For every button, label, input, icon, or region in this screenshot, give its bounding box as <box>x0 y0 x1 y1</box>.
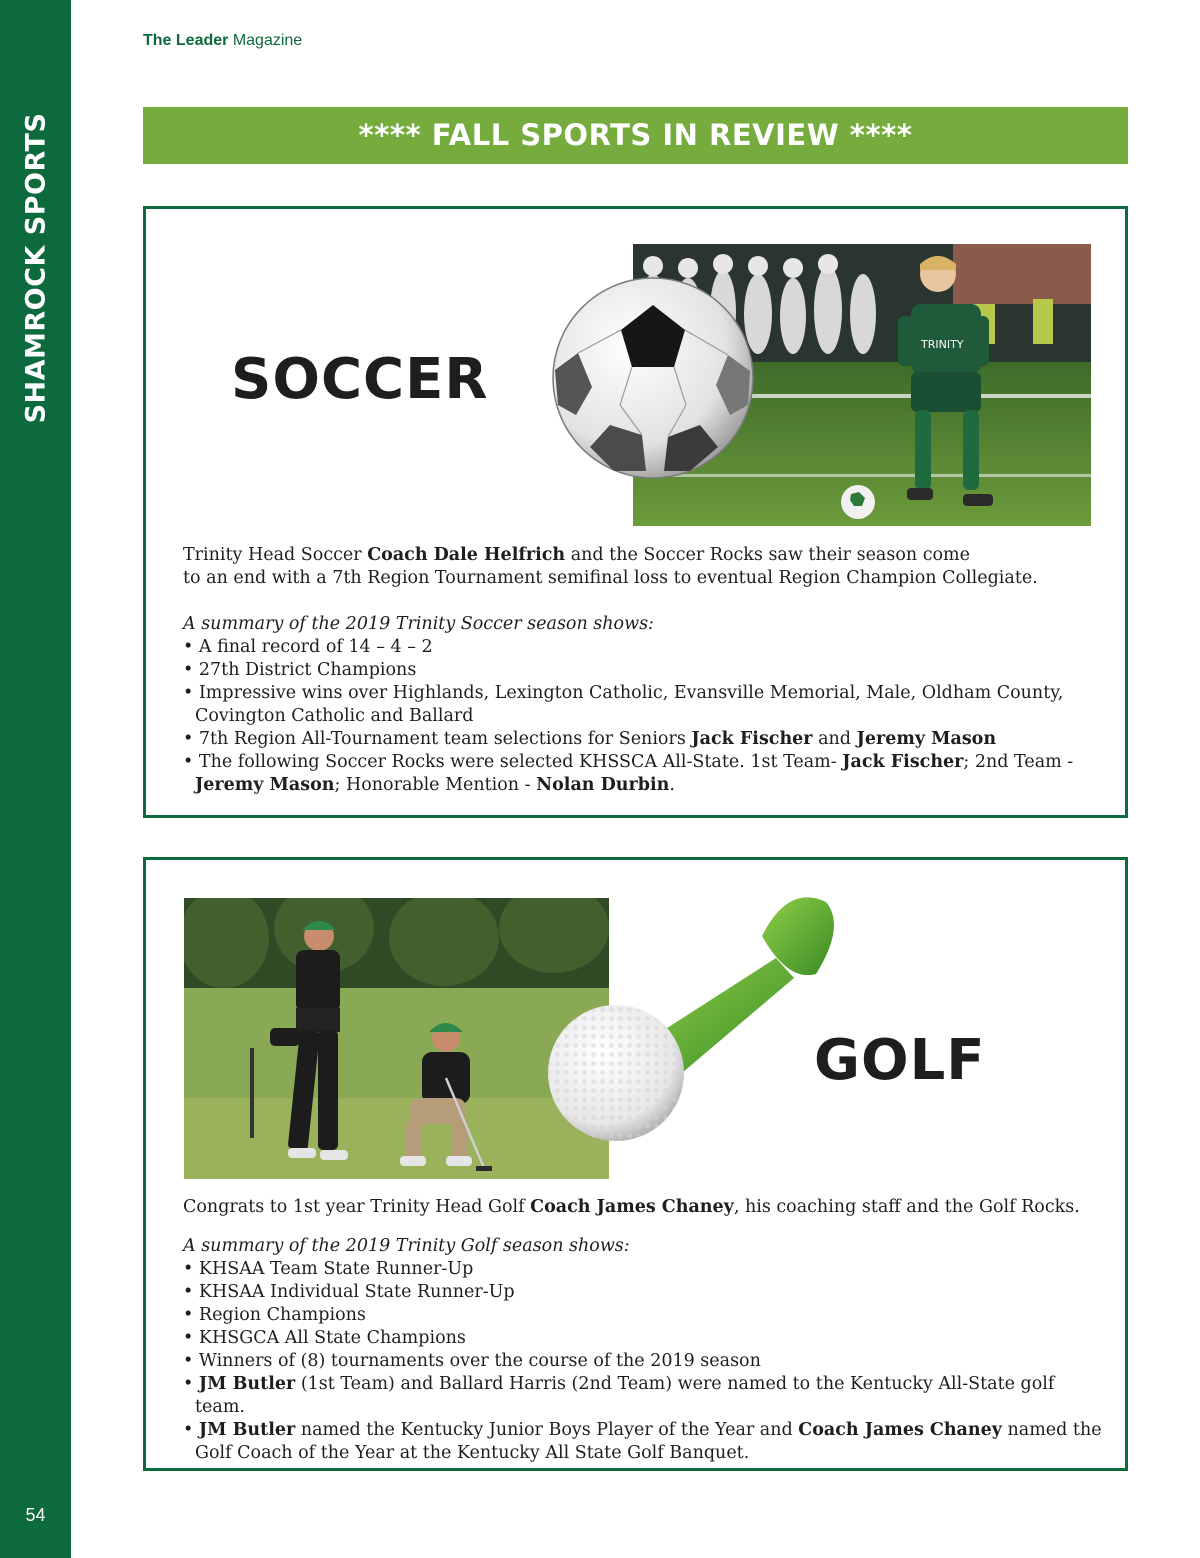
golf-intro <box>183 1196 1103 1219</box>
golf-summary-list <box>183 1258 1103 1465</box>
list-item <box>183 1419 1103 1465</box>
soccer-summary-list <box>183 636 1103 797</box>
list-item <box>183 1373 1103 1419</box>
golf-intro-post: , his coaching staff and the Golf Rocks. <box>733 1197 1080 1217</box>
golf-summary-heading: A summary of the 2019 Trinity Golf season shows: <box>183 1236 630 1256</box>
soccer-section <box>143 206 1128 818</box>
coach-name: Coach James Chaney <box>798 1420 1002 1440</box>
list-item: • Impressive wins over Highlands, Lexington Catholic, Evansville Memorial, Male, Oldham County, Covington Catholic and Ballard <box>183 682 1103 728</box>
list-text: The following Soccer Rocks were selected KHSSCA All-State. 1st Team- <box>198 752 843 772</box>
soccer-intro-post: and the Soccer Rocks saw their season come <box>565 545 971 565</box>
soccer-ball-graphic <box>550 275 756 481</box>
list-item: • KHSGCA All State Champions <box>183 1327 1103 1350</box>
section-banner: **** FALL SPORTS IN REVIEW **** <box>143 107 1128 164</box>
list-item <box>183 751 1103 797</box>
soccer-intro-pre: Trinity Head Soccer <box>183 545 368 565</box>
golf-ball-icon <box>526 888 846 1144</box>
golf-section <box>143 857 1128 1471</box>
list-text: ; 2nd Team - <box>963 752 1074 772</box>
list-text: named the Kentucky Junior Boys Player of the Year and <box>295 1420 799 1440</box>
player-name: Jack Fischer <box>691 729 813 749</box>
golf-intro-pre: Congrats to 1st year Trinity Head Golf <box>183 1197 531 1217</box>
list-item: • 27th District Champions <box>183 659 1103 682</box>
golf-article <box>183 1196 1103 1465</box>
list-text: named the Golf Coach of the Year at the Kentucky All State Golf Banquet. <box>195 1420 1102 1463</box>
golf-ball-tee-graphic <box>526 888 846 1144</box>
list-item <box>183 728 1103 751</box>
list-text: ; Honorable Mention - <box>334 775 537 795</box>
player-name: Jeremy Mason <box>856 729 997 749</box>
list-item: • A final record of 14 – 4 – 2 <box>183 636 1103 659</box>
list-text: . <box>669 775 675 795</box>
page-number: 54 <box>25 1505 46 1525</box>
jersey-text: TRINITY <box>921 338 964 351</box>
list-item: • KHSAA Individual State Runner-Up <box>183 1281 1103 1304</box>
list-item: • KHSAA Team State Runner-Up <box>183 1258 1103 1281</box>
list-item: • Region Champions <box>183 1304 1103 1327</box>
list-text: (1st Team) and Ballard Harris (2nd Team) were named to the Kentucky All-State golf team. <box>195 1374 1055 1417</box>
list-text: 7th Region All-Tournament team selections for Seniors <box>198 729 692 749</box>
soccer-summary-heading: A summary of the 2019 Trinity Soccer season shows: <box>183 614 654 634</box>
soccer-coach-name: Coach Dale Helfrich <box>367 545 566 565</box>
list-item: • Winners of (8) tournaments over the course of the 2019 season <box>183 1350 1103 1373</box>
list-text: and <box>812 729 857 749</box>
player-name: JM Butler <box>198 1420 296 1440</box>
golf-coach-name: Coach James Chaney <box>530 1197 734 1217</box>
masthead-suffix: Magazine <box>232 32 303 49</box>
sidebar <box>0 0 71 1558</box>
player-name: Jeremy Mason <box>195 775 335 795</box>
player-name: Nolan Durbin <box>536 775 670 795</box>
soccer-intro-line2: to an end with a 7th Region Tournament semifinal loss to eventual Region Champion Collegiate. <box>183 568 1038 588</box>
masthead-brand: The Leader <box>143 32 229 49</box>
player-name: JM Butler <box>198 1374 296 1394</box>
soccer-ball-icon <box>550 275 756 481</box>
soccer-intro <box>183 544 1103 567</box>
masthead <box>143 32 302 50</box>
player-name: Jack Fischer <box>842 752 964 772</box>
golf-title: GOLF <box>814 1028 986 1093</box>
soccer-title: SOCCER <box>231 347 489 412</box>
soccer-article <box>183 544 1103 797</box>
sidebar-label: SHAMROCK SPORTS <box>20 112 52 424</box>
